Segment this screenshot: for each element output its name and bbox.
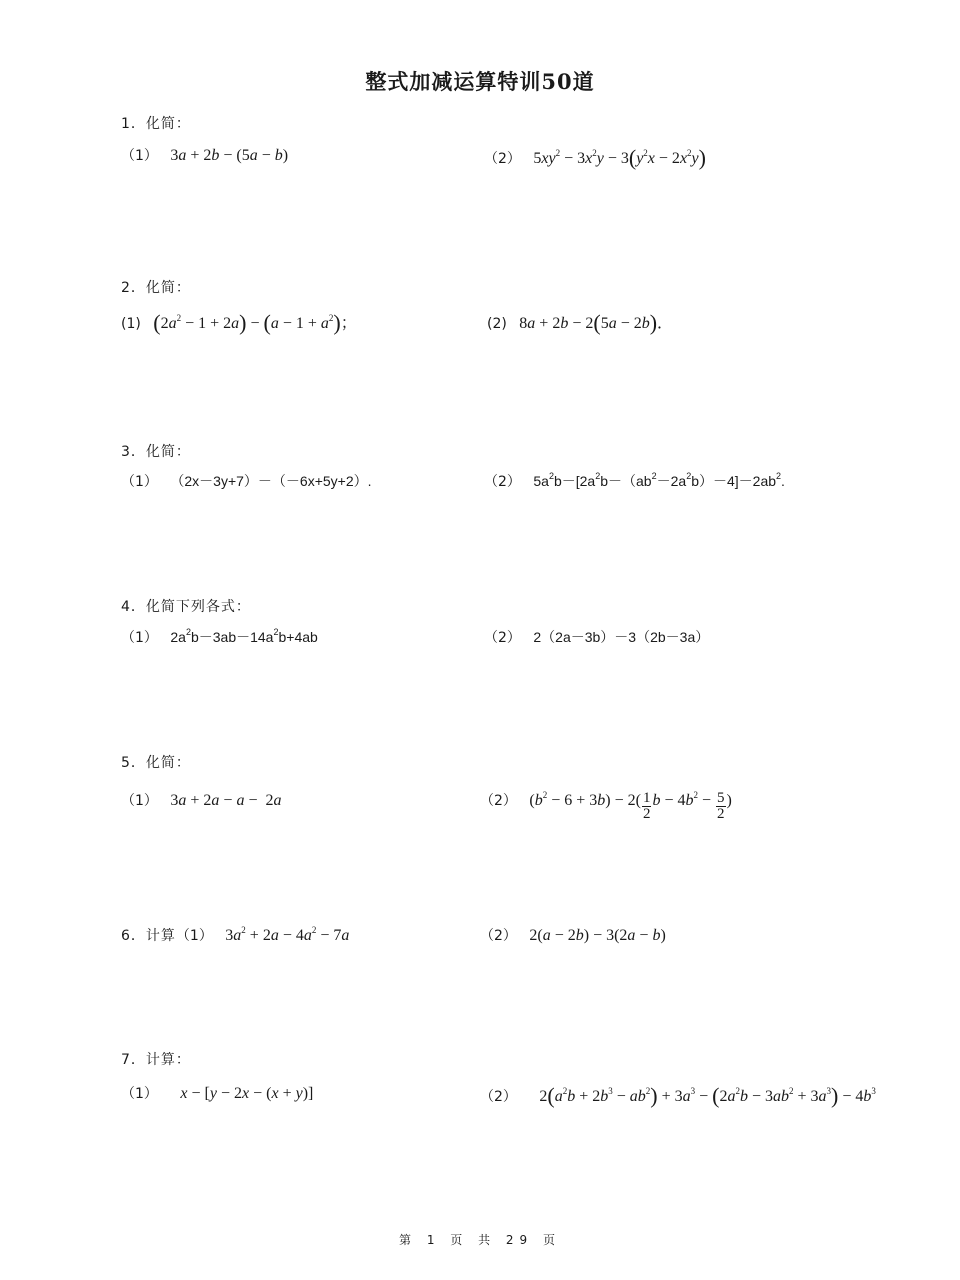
math-expression: 2(a − 2b) − 3(2a − b) bbox=[529, 927, 666, 944]
part-label: （2） bbox=[484, 630, 521, 646]
page-footer: 第 1 页 共 29 页 bbox=[399, 1233, 561, 1247]
part-label: （1） bbox=[121, 148, 158, 164]
math-expression: x − [y − 2x − (x + y)] bbox=[180, 1085, 314, 1102]
math-expression: $(2a^2 - 1 + 2a) - (a - 1 + a^2)$； bbox=[153, 310, 357, 335]
part-label: （1） bbox=[121, 793, 158, 809]
question-6-part-2 bbox=[480, 925, 666, 945]
question-3-part-2 bbox=[484, 471, 785, 491]
fraction-five-halves: $\frac{5}{2}$ bbox=[717, 790, 725, 822]
question-3-heading: 3．化简： bbox=[121, 444, 191, 460]
question-1-heading: 1．化简： bbox=[121, 116, 191, 132]
part-label: （1） bbox=[121, 1086, 158, 1102]
question-6-heading: 6．计算 bbox=[121, 928, 176, 944]
math-expression: （2x－3y+7）－（－6x+5y+2）. bbox=[170, 473, 372, 489]
math-expression: 3a + 2b − (5a − b) bbox=[170, 147, 289, 164]
part-label: (1) bbox=[121, 316, 141, 332]
question-5-part-1 bbox=[121, 790, 281, 810]
question-2-part-2 bbox=[487, 310, 673, 336]
question-6-part-1 bbox=[121, 925, 349, 945]
math-expression: $5a^2b-[2a^2b-(ab^2-2a^2b)-4]-2ab^2$. bbox=[533, 471, 785, 489]
part-label: (2) bbox=[487, 316, 507, 332]
math-expression: 3a + 2a − a − 2a bbox=[170, 792, 282, 809]
question-2-heading: 2．化简： bbox=[121, 280, 191, 296]
question-1-part-1 bbox=[121, 145, 288, 165]
part-label: （1） bbox=[121, 474, 158, 490]
math-expression: $(b^2 - 6 + 3b) - 2$( $\frac{1}{2}$ $b - 4b^2$ − $\frac{5}{2}$ ) bbox=[529, 790, 732, 822]
question-1-part-2 bbox=[484, 145, 706, 171]
question-5-part-2 bbox=[480, 790, 732, 822]
part-label: （2） bbox=[484, 474, 521, 490]
math-expression: $3a^2 + 2a - 4a^2 - 7a$ bbox=[225, 925, 350, 944]
question-7-part-2 bbox=[480, 1083, 876, 1109]
question-7-part-1 bbox=[121, 1083, 313, 1103]
fraction-one-half: $\frac{1}{2}$ bbox=[642, 790, 651, 822]
part-label: （1） bbox=[121, 630, 158, 646]
question-4-heading: 4．化简下列各式： bbox=[121, 599, 251, 615]
part-label: （2） bbox=[480, 1089, 517, 1105]
math-expression: 2（2a－3b）－3（2b－3a） bbox=[533, 629, 710, 645]
part-label: （2） bbox=[484, 151, 521, 167]
math-expression: $2a^2b-3ab-14a^2b+4ab$ bbox=[170, 627, 318, 645]
question-4-part-2 bbox=[484, 627, 709, 647]
question-7-heading: 7．计算： bbox=[121, 1052, 191, 1068]
math-expression: 8a + 2b − 2(5a − 2b)． bbox=[519, 310, 674, 335]
question-2-part-1 bbox=[121, 310, 357, 336]
part-label: （2） bbox=[480, 928, 517, 944]
math-expression: $2(a^2b + 2b^3 - ab^2) + 3a^3 - (2a^2b - 3ab^2 + 3a^3) - 4b^3$ bbox=[539, 1083, 876, 1108]
question-3-part-1 bbox=[121, 471, 372, 491]
question-5-heading: 5．化简： bbox=[121, 755, 191, 771]
math-expression: $5xy^2 - 3x^2y - 3(y^2x - 2x^2y)$ bbox=[533, 145, 706, 170]
document-title: 整式加减运算特训50道 bbox=[365, 69, 595, 94]
part-label: （2） bbox=[480, 793, 517, 809]
question-4-part-1 bbox=[121, 627, 318, 647]
part-label: （1） bbox=[175, 928, 213, 944]
